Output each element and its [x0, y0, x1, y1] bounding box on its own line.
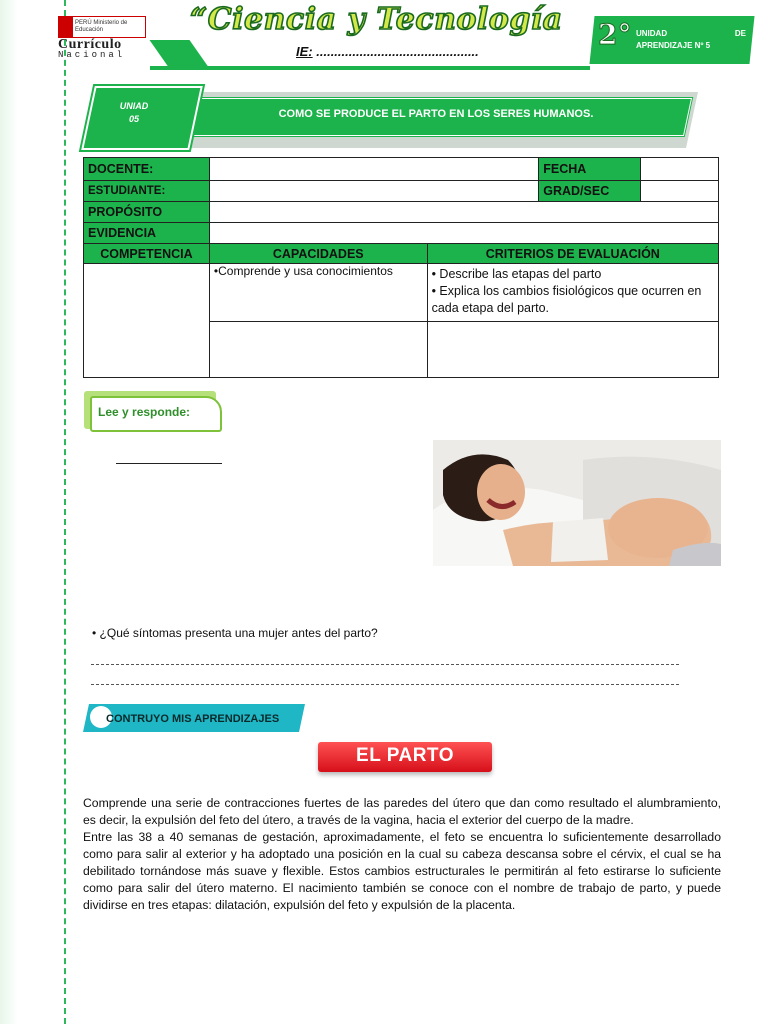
capacidad-empty-cell: [209, 322, 427, 378]
minedu-logo: [58, 16, 146, 38]
unit-badge-line2: 05: [128, 114, 139, 124]
proposito-label: PROPÓSITO: [84, 202, 210, 223]
info-table: [83, 157, 719, 378]
ie-field: [296, 44, 479, 59]
paragraph-2: Entre las 38 a 40 semanas de gestación, aproximadamente, el feto se encuentra lo suficientemente desarrollado como para salir al exterior y ha adoptado una posición en la cual su cabeza descansa sobre el cérvix, el cual se ha debilitado tornándose más suave y flexible. Estos cambios estructurales le permitirán al feto estirarse lo suficiente como para salir del útero materno. El nacimiento también se conoce con el nombre de trabajo de parto, y puede dividirse en tres etapas: dilatación, expulsión del feto y expulsión de la placenta.: [83, 830, 721, 912]
criterio-1: • Describe las etapas del parto: [431, 267, 602, 281]
unit-badge-line1: UNIAD: [119, 101, 149, 111]
capacidad-cell: •Comprende y usa conocimientos: [209, 264, 427, 322]
unit-label-word: UNIDAD: [636, 29, 668, 38]
fecha-field[interactable]: [641, 158, 719, 181]
question-text: • ¿Qué síntomas presenta una mujer antes del parto?: [92, 626, 378, 640]
el-parto-title: EL PARTO: [356, 745, 454, 766]
criterio-2: • Explica los cambios fisiológicos que ocurren en cada etapa del parto.: [431, 284, 702, 315]
estudiante-label: ESTUDIANTE:: [84, 181, 210, 202]
ie-label: IE:: [296, 44, 313, 59]
unit-label-line1: [636, 29, 746, 38]
answer-line-short: [116, 463, 222, 464]
margin-dashed-line: [64, 0, 66, 1024]
paragraph-1: Comprende una serie de contracciones fuertes de las paredes del útero que dan como resultado el alumbramiento, es decir, la expulsión del feto del útero, a través de la vagina, hacia el exterior del cuerpo de la madre.: [83, 796, 721, 827]
competencia-cell: [84, 264, 210, 378]
proposito-field[interactable]: [209, 202, 718, 223]
parto-explanation: [83, 795, 721, 914]
lee-responde-label: Lee y responde:: [98, 405, 191, 419]
construyo-label: CONTRUYO MIS APRENDIZAJES: [106, 713, 280, 725]
docente-label: DOCENTE:: [84, 158, 210, 181]
estudiante-field[interactable]: [209, 181, 538, 202]
answer-line-1[interactable]: [91, 664, 679, 665]
unit-topic: COMO SE PRODUCE EL PARTO EN LOS SERES HUMANOS.: [278, 108, 594, 120]
competencia-header: COMPETENCIA: [84, 244, 210, 264]
capacidades-header: CAPACIDADES: [209, 244, 427, 264]
criterios-empty-cell: [427, 322, 718, 378]
grad-sec-label: GRAD/SEC: [539, 181, 641, 202]
criterios-cell: [427, 264, 718, 322]
curriculo-subtitle: Nacional: [58, 50, 126, 60]
curriculo-title: Currículo: [58, 37, 122, 52]
fecha-label: FECHA: [539, 158, 641, 181]
ie-dots: .............................................: [316, 44, 479, 59]
grad-sec-field[interactable]: [641, 181, 719, 202]
evidencia-label: EVIDENCIA: [84, 223, 210, 244]
pregnant-woman-photo: [433, 440, 721, 566]
evidencia-field[interactable]: [209, 223, 718, 244]
unit-label-line2: APRENDIZAJE Nº 5: [636, 41, 711, 50]
unit-label-de: DE: [734, 29, 746, 38]
logo-flag-text: PERÚ Ministerio de Educación: [75, 20, 128, 33]
course-title: “Ciencia y Tecnología: [190, 2, 563, 37]
docente-field[interactable]: [209, 158, 538, 181]
answer-line-2[interactable]: [91, 684, 679, 685]
unit-badge-text: [106, 100, 162, 126]
criterios-header: CRITERIOS DE EVALUACIÓN: [427, 244, 718, 264]
left-margin-strip: [0, 0, 18, 1024]
grade-number: 2°: [598, 18, 632, 51]
